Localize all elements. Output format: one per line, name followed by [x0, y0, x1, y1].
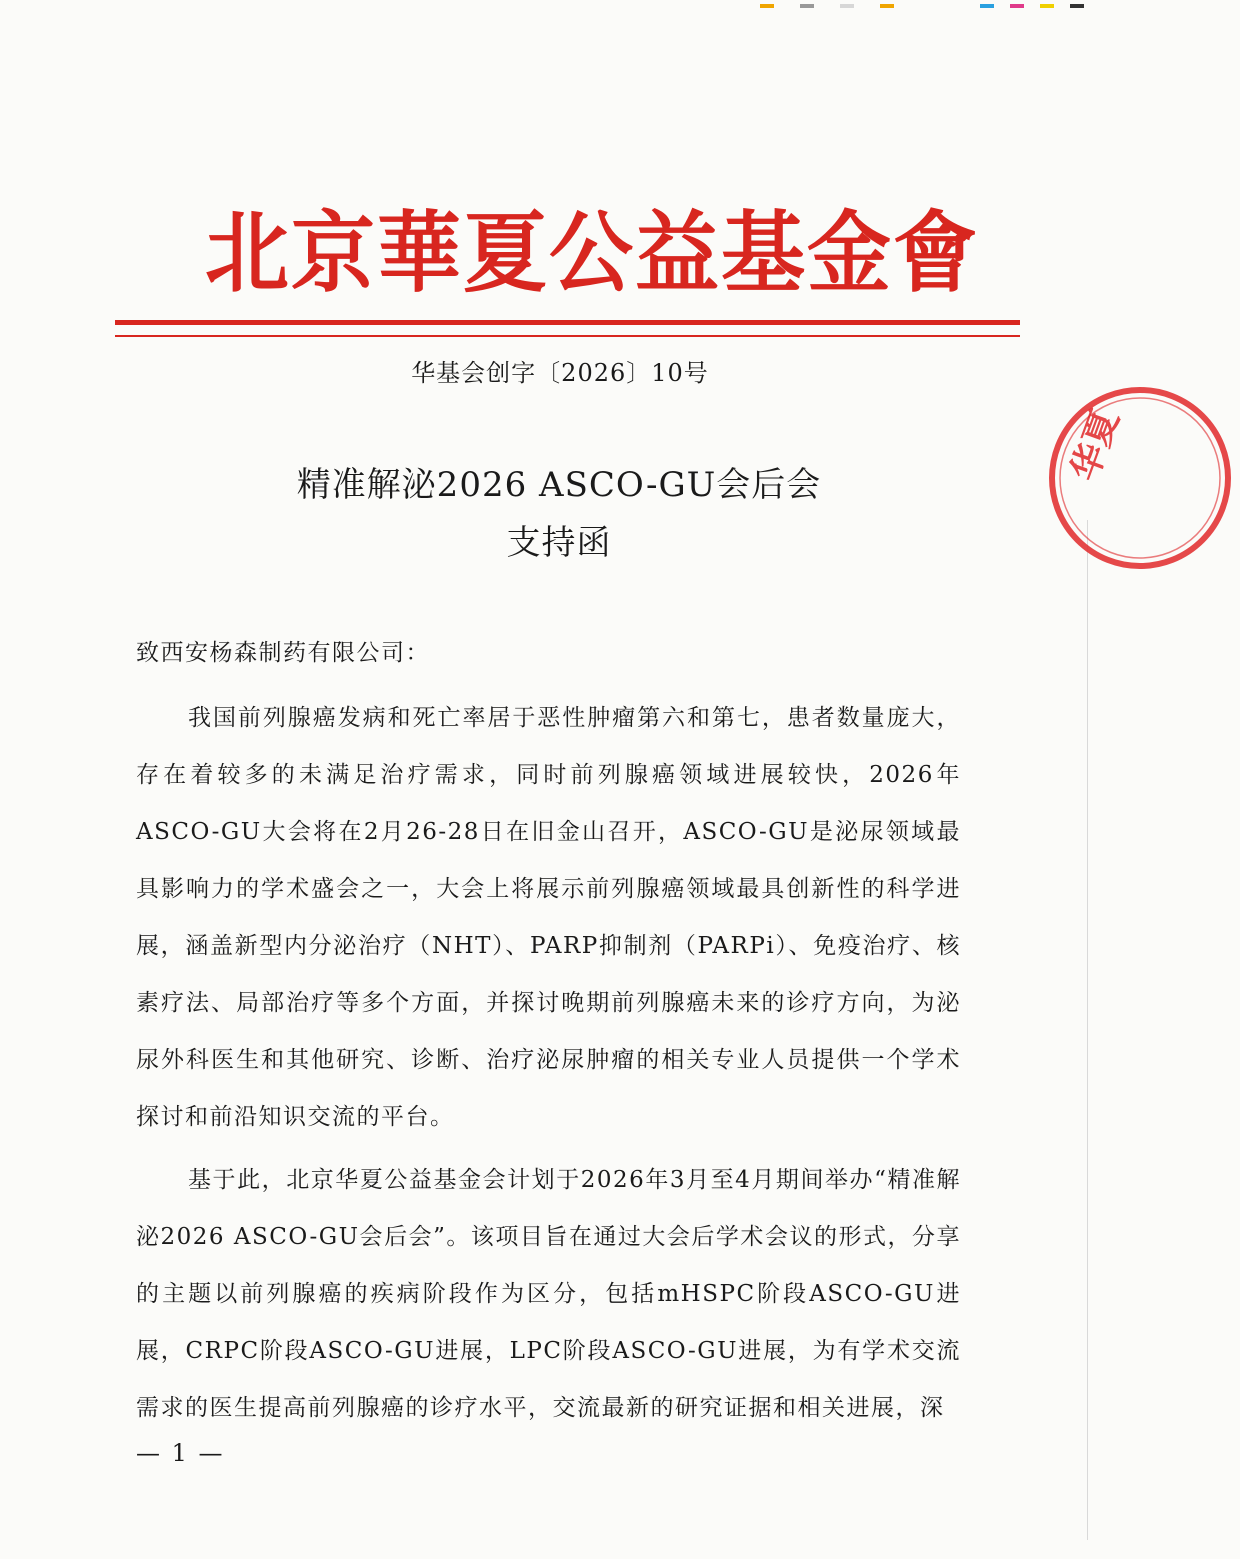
- letterhead-rule-thick: [115, 320, 1020, 325]
- document-subtitle: 支持函: [506, 523, 612, 563]
- scan-edge-line: [1087, 520, 1088, 1540]
- document-title: 精准解泌2026 ASCO-GU会后会: [296, 465, 822, 505]
- seal-text: 华夏: [1063, 404, 1128, 487]
- letter-salutation: 致西安杨森制药有限公司：: [136, 640, 430, 666]
- letter-paragraph-1: 我国前列腺癌发病和死亡率居于恶性肿瘤第六和第七，患者数量庞大，存在着较多的未满足治疗需求，同时前列腺癌领域进展较快，2026年ASCO-GU大会将在2月26-28日在旧金山召开，ASCO-GU是泌尿领域最具影响力的学术盛会之一，大会上将展示前列腺癌领域最具创新性的科学进展，涵盖新型内分泌治疗（NHT）、PARP抑制剂（PARPi）、免疫治疗、核素疗法、局部治疗等多个方面，并探讨晚期前列腺癌未来的诊疗方向，为泌尿外科医生和其他研究、诊断、治疗泌尿肿瘤的相关专业人员提供一个学术探讨和前沿知识交流的平台。: [136, 705, 961, 1130]
- letterhead-rule-thin: [115, 335, 1020, 337]
- letterhead-org-name: 北京華夏公益基金會: [205, 200, 980, 305]
- page-number: — 1 —: [136, 1439, 225, 1467]
- print-registration-marks: [760, 4, 1090, 10]
- official-seal-stamp: [1040, 378, 1240, 578]
- document-number: 华基会创字〔2026〕10号: [411, 359, 709, 387]
- letter-paragraph-2: 基于此，北京华夏公益基金会计划于2026年3月至4月期间举办“精准解泌2026 ASCO-GU会后会”。该项目旨在通过大会后学术会议的形式，分享的主题以前列腺癌的疾病阶段作为区分，包括mHSPC阶段ASCO-GU进展，CRPC阶段ASCO-GU进展，LPC阶段ASCO-GU进展，为有学术交流需求的医生提高前列腺癌的诊疗水平，交流最新的研究证据和相关进展，深: [136, 1167, 961, 1421]
